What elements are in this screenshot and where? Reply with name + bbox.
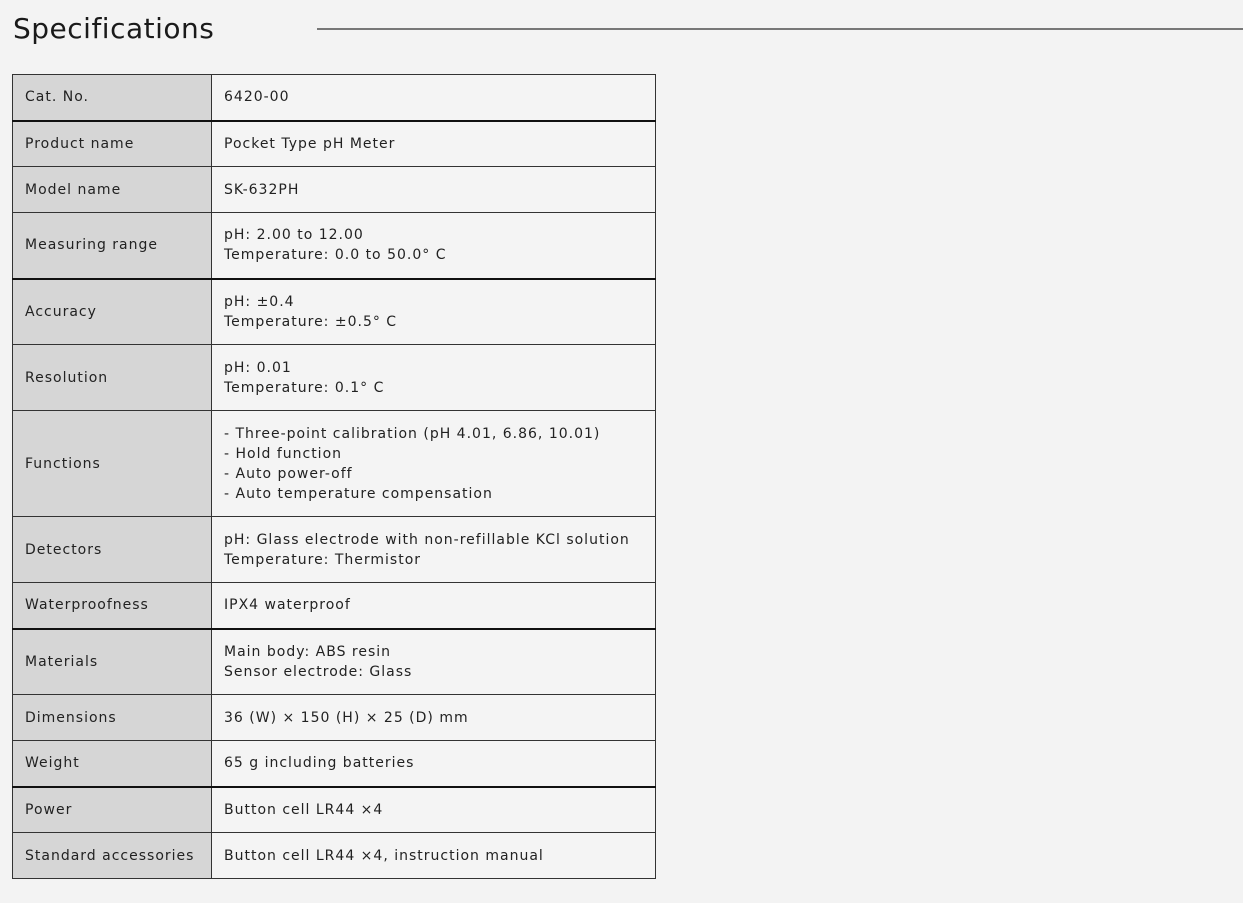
spec-value <box>212 833 656 879</box>
spec-value <box>212 411 656 517</box>
spec-value-line: pH: ±0.4 <box>224 293 295 310</box>
spec-label: Functions <box>13 411 212 517</box>
spec-row-model-name <box>13 167 656 213</box>
spec-label: Standard accessories <box>13 833 212 879</box>
spec-value-line: pH: 0.01 <box>224 359 292 376</box>
spec-value-line: Main body: ABS resin <box>224 643 392 660</box>
spec-value <box>212 279 656 345</box>
spec-value-line: - Hold function <box>224 445 343 462</box>
spec-label: Model name <box>13 167 212 213</box>
spec-value-line: Temperature: ±0.5° C <box>224 313 398 330</box>
spec-row-materials <box>13 629 656 695</box>
spec-label: Accuracy <box>13 279 212 345</box>
spec-value <box>212 695 656 741</box>
spec-value-line: - Three-point calibration (pH 4.01, 6.86, 10.01) <box>224 425 601 442</box>
spec-label: Dimensions <box>13 695 212 741</box>
spec-value-line: 36 (W) × 150 (H) × 25 (D) mm <box>224 709 469 726</box>
spec-value <box>212 167 656 213</box>
spec-row-resolution <box>13 345 656 411</box>
spec-value-line: Button cell LR44 ×4 <box>224 801 384 818</box>
spec-value <box>212 517 656 583</box>
spec-row-dimensions <box>13 695 656 741</box>
spec-value <box>212 787 656 833</box>
spec-row-cat-no <box>13 75 656 121</box>
spec-value-line: Temperature: 0.0 to 50.0° C <box>224 247 447 264</box>
spec-value-line: Temperature: 0.1° C <box>224 379 385 396</box>
spec-label: Cat. No. <box>13 75 212 121</box>
spec-row-functions <box>13 411 656 517</box>
spec-row-measuring-range <box>13 213 656 279</box>
spec-label: Weight <box>13 741 212 787</box>
section-header <box>13 10 1243 50</box>
spec-value-line: Button cell LR44 ×4, instruction manual <box>224 847 544 864</box>
spec-label: Waterproofness <box>13 583 212 629</box>
spec-row-power <box>13 787 656 833</box>
spec-value <box>212 583 656 629</box>
spec-label: Resolution <box>13 345 212 411</box>
spec-value <box>212 213 656 279</box>
spec-value <box>212 75 656 121</box>
spec-value-line: Sensor electrode: Glass <box>224 663 413 680</box>
spec-row-standard-accessories <box>13 833 656 879</box>
spec-value-line: Pocket Type pH Meter <box>224 135 396 152</box>
spec-label: Measuring range <box>13 213 212 279</box>
spec-row-waterproofness <box>13 583 656 629</box>
specifications-table-body <box>13 75 656 879</box>
spec-value-line: pH: Glass electrode with non-refillable KCl solution <box>224 531 630 548</box>
spec-row-accuracy <box>13 279 656 345</box>
spec-value-line: - Auto power-off <box>224 465 353 482</box>
spec-value <box>212 741 656 787</box>
spec-value <box>212 629 656 695</box>
spec-value-line: pH: 2.00 to 12.00 <box>224 227 364 244</box>
spec-value-line: - Auto temperature compensation <box>224 485 493 502</box>
spec-row-product-name <box>13 121 656 167</box>
spec-label: Detectors <box>13 517 212 583</box>
spec-row-weight <box>13 741 656 787</box>
title-divider <box>317 28 1243 30</box>
spec-value-line: IPX4 waterproof <box>224 597 351 614</box>
spec-value <box>212 121 656 167</box>
spec-value-line: 65 g including batteries <box>224 755 415 772</box>
spec-value-line: 6420-00 <box>224 89 290 106</box>
spec-label: Materials <box>13 629 212 695</box>
specifications-table <box>12 74 656 879</box>
spec-row-detectors <box>13 517 656 583</box>
spec-value <box>212 345 656 411</box>
spec-label: Product name <box>13 121 212 167</box>
spec-value-line: Temperature: Thermistor <box>224 551 422 568</box>
spec-value-line: SK-632PH <box>224 181 300 198</box>
spec-label: Power <box>13 787 212 833</box>
page-title: Specifications <box>13 12 215 45</box>
